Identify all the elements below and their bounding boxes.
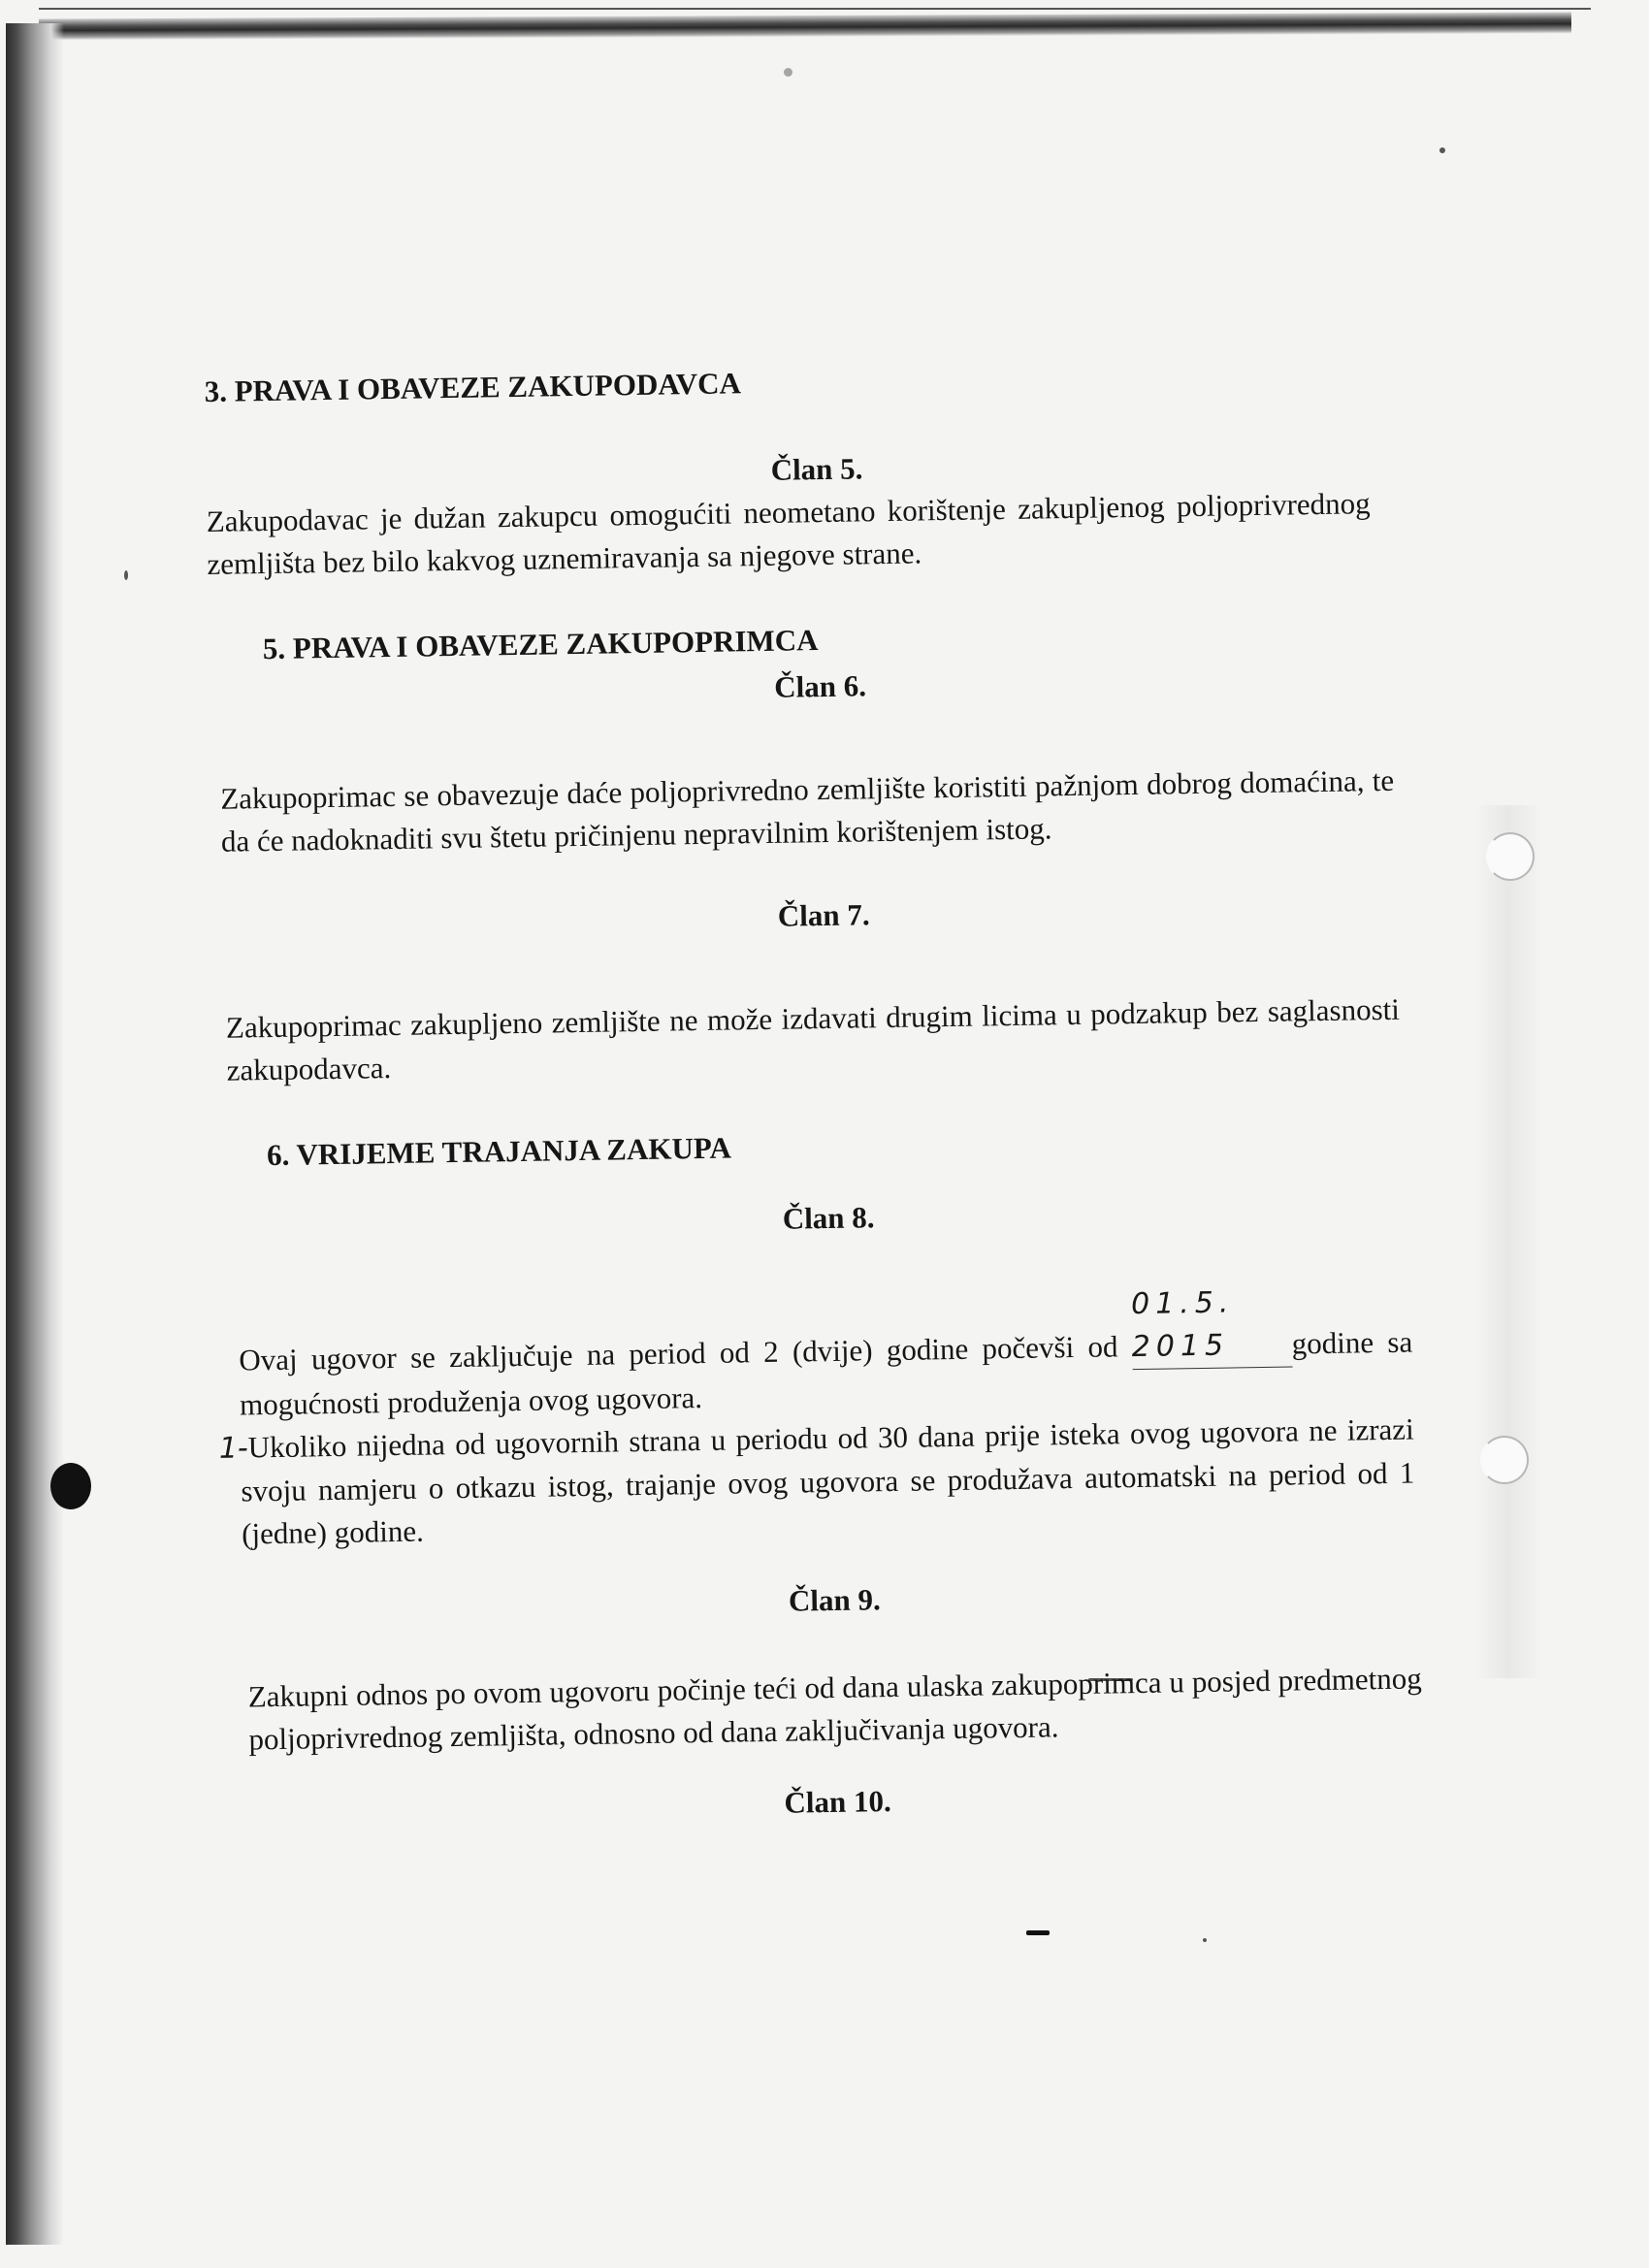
article-8-text-end: Ukoliko nijedna od ugovornih strana u periodu od 30 dana prije isteka ovog ugovora ne izrazi svoju namjeru o otkazu istog, trajanje ovog ugovora se produžava automatski na period od 1 (jedne) godine. bbox=[241, 1411, 1415, 1551]
section-heading-6: 6. VRIJEME TRAJANJA ZAKUPA bbox=[266, 1130, 732, 1173]
scan-shadow-top bbox=[39, 13, 1571, 41]
article-8-text-start: Ovaj ugovor se zaključuje na period od 2 (dvije) godine počevši od bbox=[239, 1329, 1118, 1377]
article-text-8 bbox=[218, 1280, 1415, 1556]
scan-shadow-left bbox=[6, 23, 64, 2245]
article-title-8: Član 8. bbox=[782, 1200, 875, 1236]
handwritten-margin-mark: 1- bbox=[218, 1431, 248, 1466]
article-8-text-mid: godine sa mogućnosti produženja ovog ugovora. bbox=[239, 1324, 1413, 1422]
article-title-7: Član 7. bbox=[777, 897, 870, 933]
article-title-9: Član 9. bbox=[788, 1582, 881, 1618]
scan-speck bbox=[1026, 1930, 1050, 1935]
handwritten-start-date: 01.5. 2015 bbox=[1131, 1281, 1292, 1371]
scan-speck bbox=[1203, 1938, 1207, 1942]
punch-hole-bottom bbox=[1480, 1436, 1529, 1484]
document-body bbox=[204, 330, 1449, 1833]
article-text-9: Zakupni odnos po ovom ugovoru počinje teći od dana ulaska zakupoprimca u posjed predmetnog poljoprivrednog zemljišta, odnosno od dana zaključivanja ugovora. bbox=[247, 1661, 1422, 1757]
paper-fold-shadow bbox=[1474, 805, 1542, 1678]
punch-hole-dark bbox=[50, 1463, 91, 1509]
scan-speck bbox=[124, 570, 128, 580]
scan-speck bbox=[784, 68, 792, 77]
article-title-10: Član 10. bbox=[784, 1784, 891, 1820]
article-text-6: Zakupoprimac se obavezuje daće poljoprivredno zemljište koristiti pažnjom dobrog domaćina, te da će nadoknaditi svu štetu pričinjenu nepravilnim korištenjem istog. bbox=[220, 762, 1395, 859]
section-heading-5: 5. PRAVA I OBAVEZE ZAKUPOPRIMCA bbox=[262, 623, 819, 666]
punch-hole-top bbox=[1486, 832, 1535, 881]
article-text-5: Zakupodavac je dužan zakupcu omogućiti neometano korištenje zakupljenog poljoprivrednog zemljišta bez bilo kakvog uznemiravanja sa njegove strane. bbox=[206, 486, 1371, 581]
scan-border-line bbox=[39, 8, 1591, 10]
article-text-7: Zakupoprimac zakupljeno zemljište ne može izdavati drugim licima u podzakup bez saglasnosti zakupodavca. bbox=[225, 991, 1401, 1087]
article-title-6: Član 6. bbox=[773, 668, 867, 704]
section-heading-3: 3. PRAVA I OBAVEZE ZAKUPODAVCA bbox=[204, 366, 742, 408]
scan-speck bbox=[1439, 147, 1445, 153]
article-title-5: Član 5. bbox=[770, 451, 863, 487]
